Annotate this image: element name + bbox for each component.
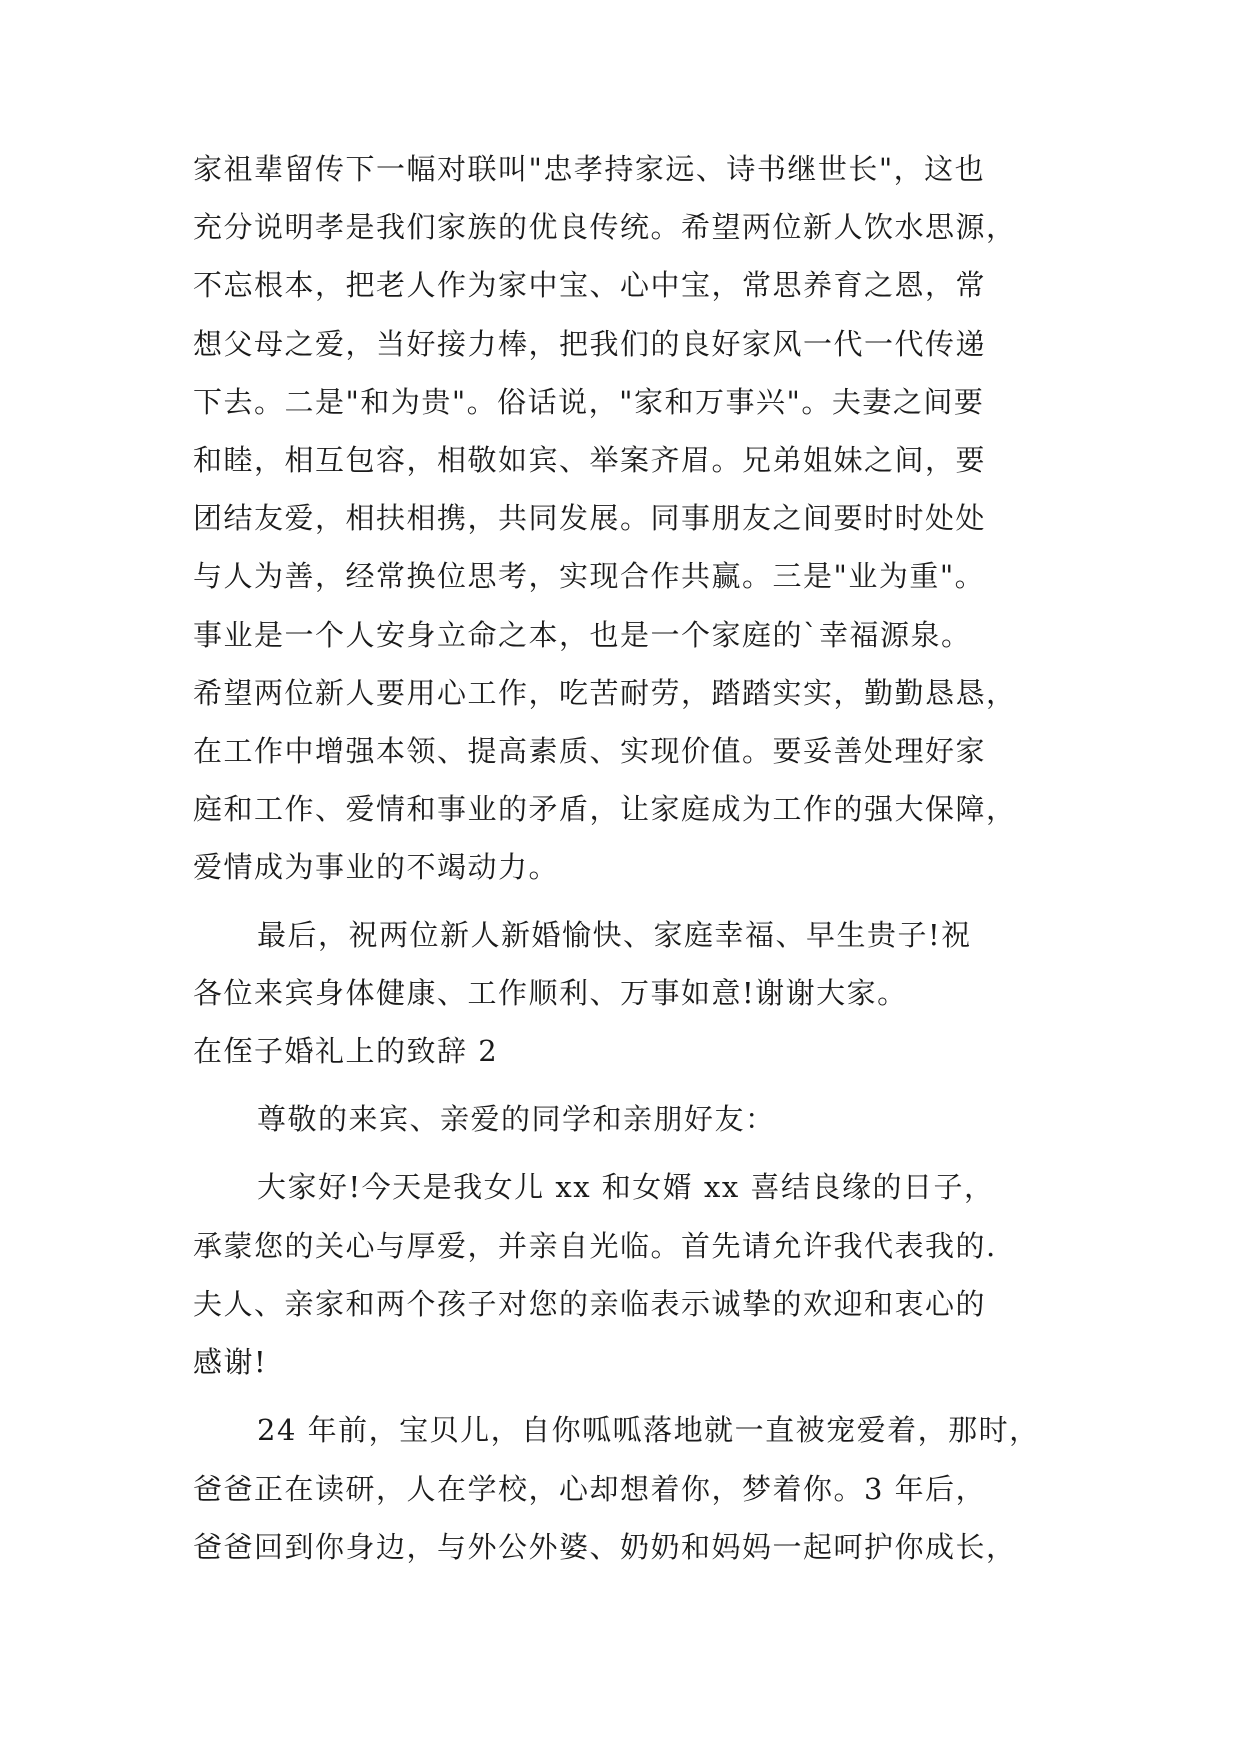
text-line: 团结友爱，相扶相携，共同发展。同事朋友之间要时时处处 [193, 501, 987, 535]
text-line: 想父母之爱，当好接力棒，把我们的良好家风一代一代传递 [193, 327, 987, 361]
text-line: 事业是一个人安身立命之本，也是一个家庭的`幸福源泉。 [193, 618, 972, 652]
text-line: 充分说明孝是我们家族的优良传统。希望两位新人饮水思源， [193, 210, 1017, 244]
paragraph-first-line: 大家好!今天是我女儿 xx 和女婿 xx 喜结良缘的日子， [257, 1170, 995, 1204]
text-line: 希望两位新人要用心工作，吃苦耐劳，踏踏实实，勤勤恳恳， [193, 676, 1017, 710]
text-line: 家祖辈留传下一幅对联叫"忠孝持家远、诗书继世长"，这也 [193, 152, 986, 186]
text-line: 庭和工作、爱情和事业的矛盾，让家庭成为工作的强大保障， [193, 792, 1017, 826]
text-line: 在工作中增强本领、提高素质、实现价值。要妥善处理好家 [193, 734, 987, 768]
text-line: 感谢! [193, 1345, 268, 1379]
paragraph-first-line: 最后，祝两位新人新婚愉快、家庭幸福、早生贵子!祝 [257, 918, 972, 952]
text-line: 和睦，相互包容，相敬如宾、举案齐眉。兄弟姐妹之间，要 [193, 443, 987, 477]
text-line: 下去。二是"和为贵"。俗话说，"家和万事兴"。夫妻之间要 [193, 385, 985, 419]
text-line: 爸爸回到你身边，与外公外婆、奶奶和妈妈一起呵护你成长， [193, 1530, 1017, 1564]
paragraph-first-line: 24 年前，宝贝儿，自你呱呱落地就一直被宠爱着，那时， [257, 1413, 1040, 1447]
text-line: 夫人、亲家和两个孩子对您的亲临表示诚挚的欢迎和衷心的 [193, 1287, 987, 1321]
text-line: 承蒙您的关心与厚爱，并亲自光临。首先请允许我代表我的. [193, 1229, 997, 1263]
text-line: 不忘根本，把老人作为家中宝、心中宝，常思养育之恩，常 [193, 268, 987, 302]
text-line: 各位来宾身体健康、工作顺利、万事如意!谢谢大家。 [193, 976, 908, 1010]
text-line: 爸爸正在读研，人在学校，心却想着你，梦着你。3 年后， [193, 1472, 987, 1506]
text-line: 爱情成为事业的不竭动力。 [193, 850, 560, 884]
text-line: 与人为善，经常换位思考，实现合作共赢。三是"业为重"。 [193, 559, 986, 593]
salutation-line: 尊敬的来宾、亲爱的同学和亲朋好友： [257, 1102, 776, 1136]
section-heading: 在侄子婚礼上的致辞 2 [193, 1034, 499, 1068]
